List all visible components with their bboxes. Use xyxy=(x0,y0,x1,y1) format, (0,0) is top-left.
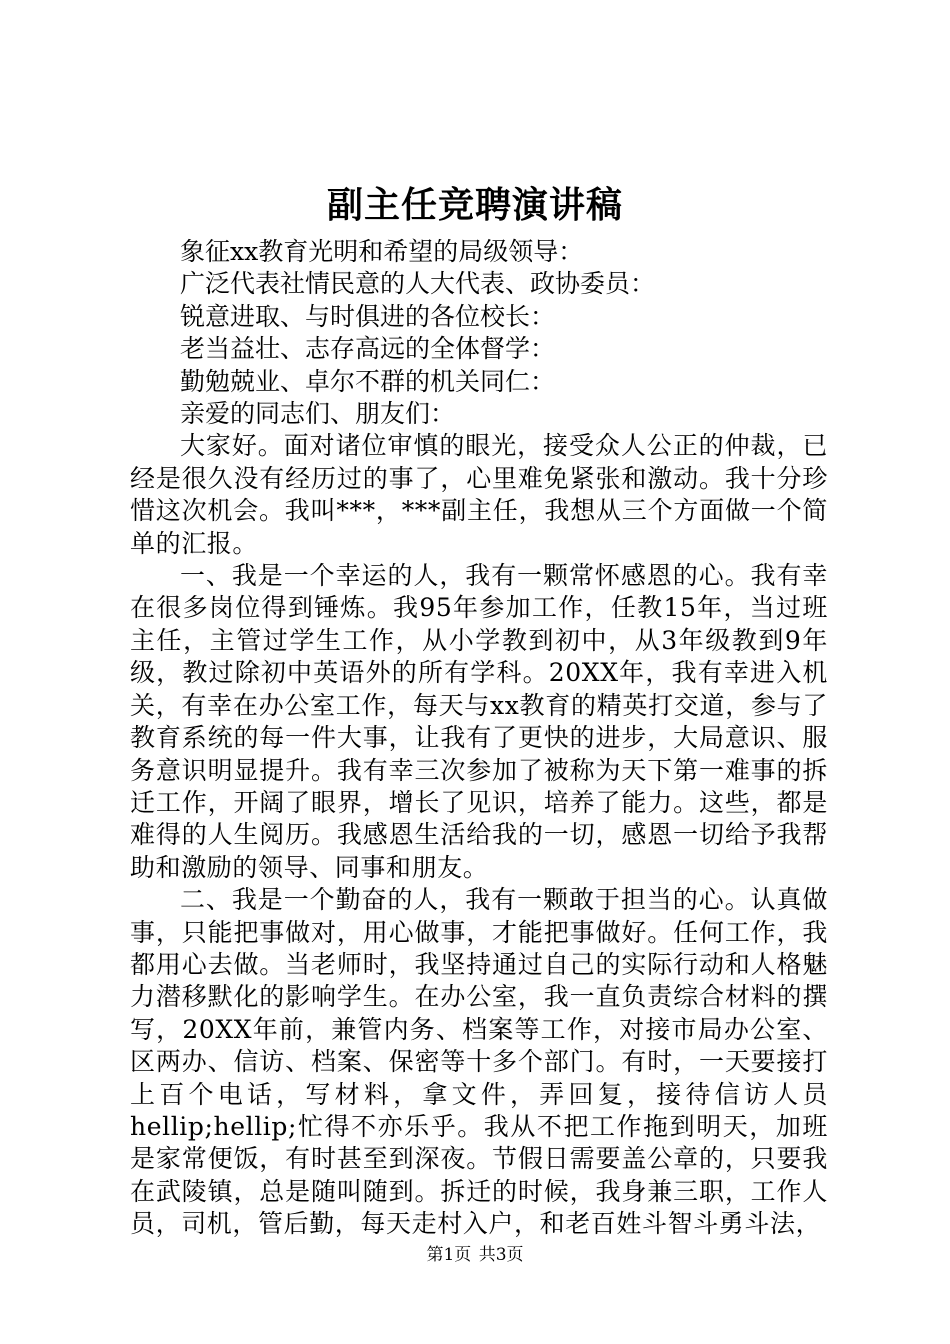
page-footer xyxy=(0,1243,950,1267)
greeting-line: 亲爱的同志们、朋友们： xyxy=(180,399,456,429)
body-paragraph: 一、我是一个幸运的人，我有一颗常怀感恩的心。我有幸在很多岗位得到锤炼。我95年参加工作，任教15年，当过班主任，主管过学生工作，从小学教到初中，从3年级教到9年级，教过除初中英语外的所有学科。20XX年，我有幸进入机关，有幸在办公室工作，每天与xx教育的精英打交道，参与了教育系统的每一件大事，让我有了更快的进步，大局意识、服务意识明显提升。我有幸三次参加了被称为天下第一难事的拆迁工作，开阔了眼界，增长了见识，培养了能力。这些，都是难得的人生阅历。我感恩生活给我的一切，感恩一切给予我帮助和激励的领导、同事和朋友。 xyxy=(130,561,828,882)
page-total: 共3页 xyxy=(478,1245,524,1265)
body-paragraph: 二、我是一个勤奋的人，我有一颗敢于担当的心。认真做事，只能把事做对，用心做事，才能把事做好。任何工作，我都用心去做。当老师时，我坚持通过自己的实际行动和人格魅力潜移默化的影响学生。在办公室，我一直负责综合材料的撰写，20XX年前，兼管内务、档案等工作，对接市局办公室、区两办、信访、档案、保密等十多个部门。有时，一天要接打上百个电话，写材料，拿文件，弄回复，接待信访人员hellip;hellip;忙得不亦乐乎。我从不把工作拖到明天，加班是家常便饭，有时甚至到深夜。节假日需要盖公章的，只要我在武陵镇，总是随叫随到。拆迁的时候，我身兼三职，工作人员，司机，管后勤，每天走村入户，和老百姓斗智斗勇斗法， xyxy=(130,885,828,1239)
page-number: 第1页 xyxy=(426,1245,472,1265)
document-title: 副主任竞聘演讲稿 xyxy=(326,184,623,226)
greeting-line: 勤勉兢业、卓尔不群的机关同仁： xyxy=(180,366,556,396)
document-body xyxy=(130,236,828,1241)
greeting-line: 广泛代表社情民意的人大代表、政协委员： xyxy=(180,269,656,299)
greeting-line: 锐意进取、与时俱进的各位校长： xyxy=(180,301,556,331)
greeting-line: 象征xx教育光明和希望的局级领导： xyxy=(180,237,584,266)
body-paragraph: 大家好。面对诸位审慎的眼光，接受众人公正的仲裁，已经是很久没有经历过的事了，心里难免紧张和激动。我十分珍惜这次机会。我叫***，***副主任，我想从三个方面做一个简单的汇报。 xyxy=(130,431,828,558)
greeting-line: 老当益壮、志存高远的全体督学： xyxy=(180,334,556,364)
